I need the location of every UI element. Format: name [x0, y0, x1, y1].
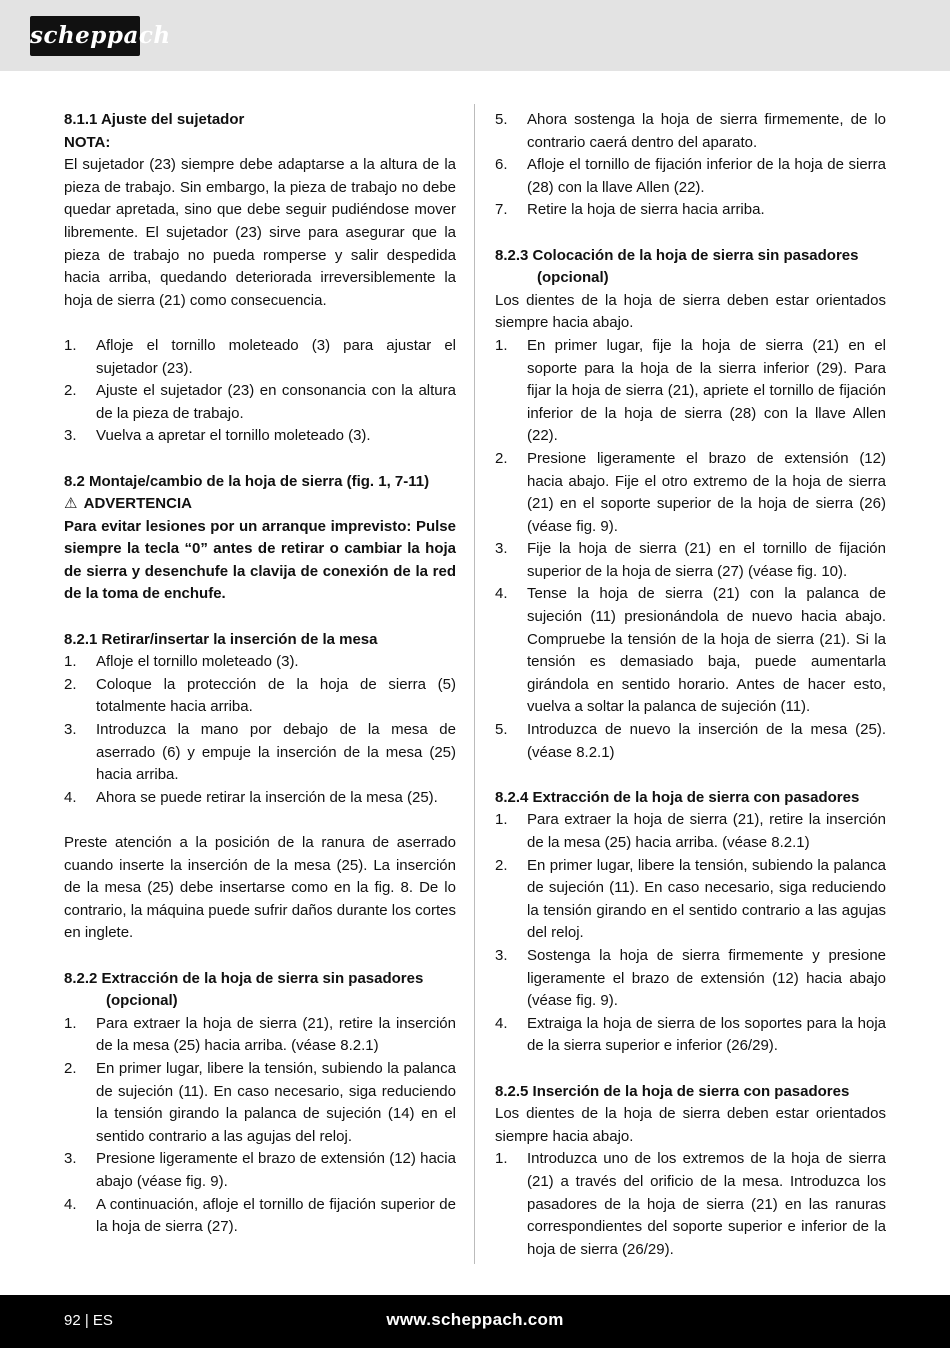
step-number: 3. — [64, 427, 77, 445]
step-number: 2. — [495, 449, 508, 467]
list-item — [64, 651, 456, 674]
step-list — [495, 809, 886, 1058]
step-number: 4. — [495, 1014, 508, 1032]
step-number: 4. — [64, 1195, 77, 1213]
list-item — [64, 1058, 456, 1148]
step-text: En primer lugar, fije la hoja de sierra (21) en el soporte para la hoja de la sierra inferior (29). Para fijar la hoja de sierra (21), apriete el tornillo de fijación inferior de la hoja de sierra (28) con la llave Allen (22). — [527, 336, 886, 445]
list-item — [64, 719, 456, 787]
step-number: 5. — [495, 111, 508, 128]
step-text: Tense la hoja de sierra (21) con la palanca de sujeción (11) presionándola de nuevo hacia abajo. Compruebe la tensión de la hoja de sierra (21). Si la tensión es demasiado baja, puede aumentarla girándola en sentido horario. Antes de hacer esto, vuelva a soltar la palanca de sujeción (11). — [527, 585, 886, 716]
step-text: Introduzca de nuevo la inserción de la mesa (25). (véase 8.2.1) — [527, 721, 886, 761]
scheppach-logo: scheppach — [30, 16, 140, 56]
step-text: Ahora se puede retirar la inserción de la mesa (25). — [96, 788, 438, 806]
warning-label: ADVERTENCIA — [83, 495, 192, 513]
step-text: En primer lugar, libere la tensión, subiendo la palanca de sujeción (11). En caso necesario, siga reduciendo la tensión girando en el sentido contrario a las agujas del reloj. — [527, 856, 886, 942]
step-text: Introduzca uno de los extremos de la hoja de sierra (21) a través del orificio de la mesa. Introduzca los pasadores de la hoja de sierra (21) en las ranuras correspondientes del soporte superior e inferior de la hoja de sierra (26/29). — [527, 1150, 886, 1258]
section-8-2-4 — [495, 787, 886, 1058]
step-list — [64, 335, 456, 448]
website-link[interactable]: www.scheppach.com — [386, 1310, 564, 1329]
list-item — [64, 1013, 456, 1058]
step-number: 1. — [64, 1014, 77, 1032]
step-text: Sostenga la hoja de sierra firmemente y presione ligeramente el brazo de extensión (12) hacia abajo (véase fig. 9). — [527, 946, 886, 1010]
warning-text: Para evitar lesiones por un arranque imprevisto: Pulse siempre la tecla “0” antes de retirar o cambiar la hoja de sierra y desenchufe la clavija de conexión de la red de la toma de enchufe. — [64, 517, 456, 603]
step-text: Coloque la protección de la hoja de sierra (5) totalmente hacia arriba. — [96, 675, 456, 716]
step-number: 6. — [495, 156, 508, 174]
step-number: 4. — [64, 788, 77, 806]
section-heading: 8.2.3 Colocación de la hoja de sierra sin pasadores (opcional) — [495, 246, 859, 287]
right-column — [495, 109, 886, 1261]
step-number: 5. — [495, 721, 508, 739]
list-item — [495, 1148, 886, 1261]
section-heading: 8.1.1 Ajuste del sujetador — [64, 111, 245, 128]
list-item — [495, 154, 886, 199]
step-number: 3. — [64, 1150, 77, 1168]
step-text: Extraiga la hoja de sierra de los soportes para la hoja de la sierra superior e inferior (26/29). — [527, 1014, 886, 1055]
section-heading: 8.2 Montaje/cambio de la hoja de sierra (fig. 1, 7-11) — [64, 472, 430, 490]
step-text: Fije la hoja de sierra (21) en el tornillo de fijación superior de la hoja de sierra (27) (véase fig. 10). — [527, 540, 886, 580]
step-number: 1. — [64, 653, 77, 671]
list-item — [64, 787, 456, 810]
list-item — [495, 855, 886, 945]
section-8-2 — [64, 471, 456, 607]
section-heading: 8.2.2 Extracción de la hoja de sierra sin pasadores (opcional) — [64, 969, 424, 1010]
list-item — [495, 538, 886, 583]
list-item — [64, 335, 456, 380]
step-text: Para extraer la hoja de sierra (21), retire la inserción de la mesa (25) hacia arriba. (véase 8.2.1) — [96, 1014, 456, 1055]
section-8-2-2 — [64, 968, 456, 1239]
list-item — [495, 448, 886, 538]
section-8-2-3 — [495, 245, 886, 765]
list-item — [64, 425, 456, 448]
step-number: 1. — [495, 811, 508, 829]
list-item — [495, 945, 886, 1013]
note-label: NOTA: — [64, 133, 111, 151]
list-item — [64, 1148, 456, 1193]
step-number: 1. — [495, 1150, 508, 1168]
step-number: 4. — [495, 585, 508, 603]
section-heading: 8.2.1 Retirar/insertar la inserción de la mesa — [64, 630, 378, 648]
list-item — [495, 809, 886, 854]
list-item — [495, 1013, 886, 1058]
step-text: Presione ligeramente el brazo de extensión (12) hacia abajo (véase fig. 9). — [96, 1150, 456, 1190]
page-number: 92 | ES — [64, 1312, 113, 1329]
list-item — [495, 199, 886, 222]
warning-triangle-icon: ⚠ — [64, 495, 78, 513]
step-text: Afloje el tornillo de fijación inferior de la hoja de sierra (28) con la llave Allen (22). — [527, 156, 886, 196]
column-divider — [474, 104, 475, 1264]
step-number: 7. — [495, 201, 508, 219]
step-text: A continuación, afloje el tornillo de fijación superior de la hoja de sierra (27). — [96, 1195, 456, 1236]
step-number: 3. — [495, 946, 508, 964]
section-8-2-1 — [64, 629, 456, 945]
step-list — [495, 1148, 886, 1261]
list-item — [64, 674, 456, 719]
list-item — [495, 719, 886, 764]
step-number: 3. — [495, 540, 508, 558]
page-footer — [0, 1295, 950, 1348]
paragraph: Preste atención a la posición de la ranura de aserrado cuando inserte la inserción de la mesa (25). La inserción de la mesa (25) debe insertarse como en la fig. 8. De lo contrario, la máquina puede sufrir daños durante los cortes en inglete. — [64, 834, 456, 942]
section-8-2-2-continued — [495, 109, 886, 222]
list-item — [64, 1194, 456, 1239]
step-text: Afloje el tornillo moleteado (3). — [96, 653, 299, 671]
section-heading: 8.2.5 Inserción de la hoja de sierra con pasadores — [495, 1082, 850, 1100]
list-item — [495, 335, 886, 448]
step-list — [495, 335, 886, 764]
step-number: 1. — [495, 336, 508, 354]
step-text: Presione ligeramente el brazo de extensión (12) hacia abajo. Fije el otro extremo de la hoja de sierra (21) en el soporte superior de la hoja de sierra (26) (véase fig. 9). — [527, 449, 886, 535]
step-list — [495, 109, 886, 222]
step-text: En primer lugar, libere la tensión, subiendo la palanca de sujeción (11). En caso necesario, siga reduciendo la tensión girando la palanca de sujeción (14) en el sentido contrario a las agujas del reloj. — [96, 1059, 456, 1145]
step-text: Vuelva a apretar el tornillo moleteado (3). — [96, 427, 371, 445]
step-text: Ahora sostenga la hoja de sierra firmemente, de lo contrario caerá dentro del aparato. — [527, 111, 886, 151]
step-text: Introduzca la mano por debajo de la mesa de aserrado (6) y empuje la inserción de la mesa (25) hacia arriba. — [96, 721, 456, 784]
step-number: 3. — [64, 721, 77, 739]
warning-heading — [64, 493, 456, 516]
paragraph: El sujetador (23) siempre debe adaptarse a la altura de la pieza de trabajo. Sin embargo, la pieza de trabajo no debe quedar apretada, sino que debe seguir pudiéndose mover libremente. El sujetador (23) sirve para asegurar que la pieza de trabajo no pueda romperse y salir despedida hacia arriba, quedando deteriorada irreversiblemente la hoja de sierra (21) como consecuencia. — [64, 156, 456, 309]
section-heading: 8.2.4 Extracción de la hoja de sierra con pasadores — [495, 788, 860, 806]
paragraph: Los dientes de la hoja de sierra deben estar orientados siempre hacia abajo. — [495, 1105, 886, 1145]
step-number: 2. — [495, 856, 508, 874]
section-8-1-1 — [64, 109, 456, 448]
section-8-2-5 — [495, 1081, 886, 1262]
step-text: Afloje el tornillo moleteado (3) para ajustar el sujetador (23). — [96, 336, 456, 377]
step-list — [64, 651, 456, 809]
step-list — [64, 1013, 456, 1239]
step-number: 2. — [64, 1059, 77, 1077]
step-number: 2. — [64, 382, 77, 400]
step-text: Retire la hoja de sierra hacia arriba. — [527, 201, 765, 219]
left-column — [64, 109, 456, 1239]
step-text: Ajuste el sujetador (23) en consonancia con la altura de la pieza de trabajo. — [96, 382, 456, 422]
step-number: 1. — [64, 336, 77, 354]
paragraph: Los dientes de la hoja de sierra deben estar orientados siempre hacia abajo. — [495, 291, 886, 332]
list-item — [495, 583, 886, 719]
list-item — [64, 380, 456, 425]
page-header — [0, 0, 950, 71]
step-text: Para extraer la hoja de sierra (21), retire la inserción de la mesa (25) hacia arriba. (véase 8.2.1) — [527, 811, 886, 851]
step-number: 2. — [64, 675, 77, 693]
list-item — [495, 109, 886, 154]
